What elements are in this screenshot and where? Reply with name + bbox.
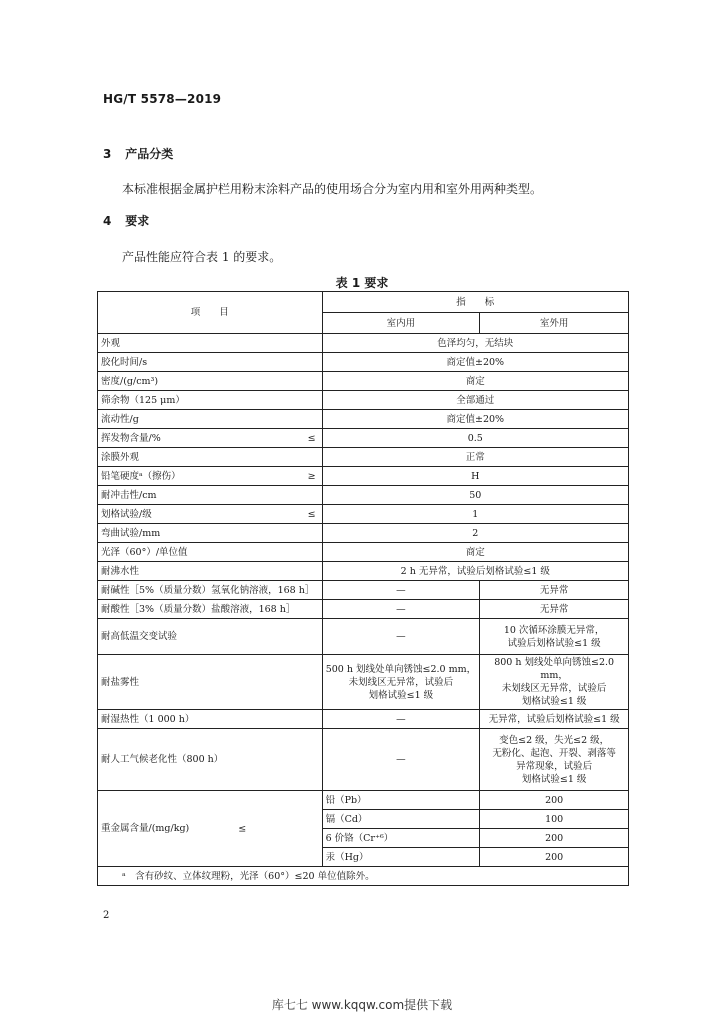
cell-line: 未划线区无异常，试验后: [501, 683, 607, 694]
section-4-heading: [103, 212, 149, 229]
table-row: [98, 486, 629, 505]
row-outdoor: [480, 729, 629, 791]
section-4-text: 产品性能应符合表 1 的要求。: [122, 250, 282, 264]
row-name: 胶化时间/s: [98, 353, 323, 372]
row-name: 耐高低温交变试验: [98, 619, 323, 655]
table-caption: 表 1 要求: [335, 276, 389, 290]
header-indoor: 室内用: [322, 313, 480, 334]
row-symbol: ≤: [238, 505, 322, 524]
table-footnote: ᵃ 含有砂纹、立体纹理粉，光泽（60°）≤20 单位值除外。: [98, 867, 629, 886]
section-number: 3: [103, 147, 112, 161]
table-row: [98, 505, 629, 524]
row-indoor: —: [322, 710, 480, 729]
row-outdoor: 无异常: [480, 600, 629, 619]
row-value: 1: [322, 505, 628, 524]
row-outdoor: [480, 655, 629, 710]
hm-hg-label: 汞（Hg）: [322, 848, 480, 867]
section-title: 产品分类: [125, 147, 174, 161]
row-indoor: —: [322, 600, 480, 619]
row-value: 色泽均匀，无结块: [322, 334, 628, 353]
row-symbol: ≤: [238, 429, 322, 448]
row-outdoor: [480, 619, 629, 655]
row-name: 挥发物含量/%: [98, 429, 239, 448]
row-value: 50: [322, 486, 628, 505]
table-row: [98, 600, 629, 619]
cell-line: 划格试验≤1 级: [521, 696, 587, 707]
header-index: 指 标: [322, 292, 628, 313]
table-row: [98, 655, 629, 710]
row-name: 筛余物（125 μm）: [98, 391, 323, 410]
row-name: 密度/(g/cm³): [98, 372, 323, 391]
page-number: 2: [103, 910, 110, 921]
table-header-row: [98, 292, 629, 313]
row-name: 流动性/g: [98, 410, 323, 429]
hm-pb-label: 铅（Pb）: [322, 791, 480, 810]
cell-line: 变色≤2 级，失光≤2 级，: [499, 734, 610, 746]
header-item: 项 目: [98, 292, 323, 334]
table-row: [98, 581, 629, 600]
cell-line: 划格试验≤1 级: [368, 689, 434, 701]
table-row: [98, 391, 629, 410]
row-name: 耐碱性［5%（质量分数）氢氧化钠溶液，168 h］: [98, 581, 323, 600]
row-name: 耐人工气候老化性（800 h）: [98, 729, 323, 791]
cell-line: 划格试验≤1 级: [521, 773, 587, 785]
section-3-text: 本标准根据金属护栏用粉末涂料产品的使用场合分为室内用和室外用两种类型。: [122, 182, 543, 196]
hm-cr-value: 200: [480, 829, 629, 848]
cell-line: 无粉化、起泡、开裂、剥落等: [492, 747, 616, 759]
row-name: 外观: [98, 334, 323, 353]
table-row: [98, 619, 629, 655]
standard-code: HG/T 5578—2019: [103, 92, 222, 106]
table-row: [98, 729, 629, 791]
row-name: 涂膜外观: [98, 448, 323, 467]
download-footer: 库七七 www.kqqw.com提供下载: [271, 998, 453, 1012]
row-indoor: —: [322, 729, 480, 791]
heavy-metal-symbol-cell: [238, 791, 322, 867]
row-value: 0.5: [322, 429, 628, 448]
table-row: [98, 710, 629, 729]
hm-cd-label: 镉（Cd）: [322, 810, 480, 829]
row-name: 弯曲试验/mm: [98, 524, 323, 543]
row-symbol: ≤: [238, 823, 247, 834]
row-indoor: —: [322, 581, 480, 600]
cell-line: 试验后划格试验≤1 级: [507, 637, 601, 649]
table-row: [98, 543, 629, 562]
hm-cr-label: 6 价铬（Cr⁺⁶）: [322, 829, 480, 848]
hm-cd-value: 100: [480, 810, 629, 829]
cell-line: 未划线区无异常，试验后: [348, 676, 454, 688]
heavy-metal-name: 重金属含量/(mg/kg): [98, 791, 239, 867]
row-value: H: [322, 467, 628, 486]
row-name: 光泽（60°）/单位值: [98, 543, 323, 562]
cell-line: 异常现象，试验后: [516, 760, 593, 772]
table-row: [98, 467, 629, 486]
row-name: 耐沸水性: [98, 562, 323, 581]
table-row: [98, 334, 629, 353]
row-outdoor: 无异常: [480, 581, 629, 600]
table-row: [98, 372, 629, 391]
row-name: 划格试验/级: [98, 505, 239, 524]
table-row: [98, 448, 629, 467]
row-symbol: ≥: [238, 467, 322, 486]
cell-line: 500 h 划线处单向锈蚀≤2.0 mm，: [325, 663, 477, 675]
row-name: 铅笔硬度ᵃ（擦伤）: [98, 467, 239, 486]
row-name: 耐冲击性/cm: [98, 486, 323, 505]
row-name: 耐酸性［3%（质量分数）盐酸溶液，168 h］: [98, 600, 323, 619]
row-value: 正常: [322, 448, 628, 467]
row-value: 商定值±20%: [322, 353, 628, 372]
table-row: [98, 791, 629, 810]
table-row: [98, 562, 629, 581]
table-footnote-row: [98, 867, 629, 886]
row-value: 2: [322, 524, 628, 543]
cell-line: 800 h 划线处单向锈蚀≤2.0 mm，: [494, 657, 615, 681]
row-name: 耐盐雾性: [98, 655, 323, 710]
row-outdoor: 无异常，试验后划格试验≤1 级: [480, 710, 629, 729]
table-row: [98, 524, 629, 543]
header-outdoor: 室外用: [480, 313, 629, 334]
row-value: 商定: [322, 543, 628, 562]
section-number: 4: [103, 214, 112, 228]
row-name: 耐湿热性（1 000 h）: [98, 710, 323, 729]
hm-pb-value: 200: [480, 791, 629, 810]
row-value: 商定值±20%: [322, 410, 628, 429]
hm-hg-value: 200: [480, 848, 629, 867]
row-value: 商定: [322, 372, 628, 391]
row-indoor: —: [322, 619, 480, 655]
cell-line: 10 次循环涂膜无异常，: [503, 624, 605, 636]
table-row: [98, 353, 629, 372]
table-row: [98, 410, 629, 429]
section-title: 要求: [125, 214, 150, 228]
requirements-table: [97, 291, 629, 886]
row-value: 2 h 无异常，试验后划格试验≤1 级: [322, 562, 628, 581]
table-row: [98, 429, 629, 448]
row-value: 全部通过: [322, 391, 628, 410]
section-3-heading: [103, 145, 173, 162]
row-indoor: [322, 655, 480, 710]
